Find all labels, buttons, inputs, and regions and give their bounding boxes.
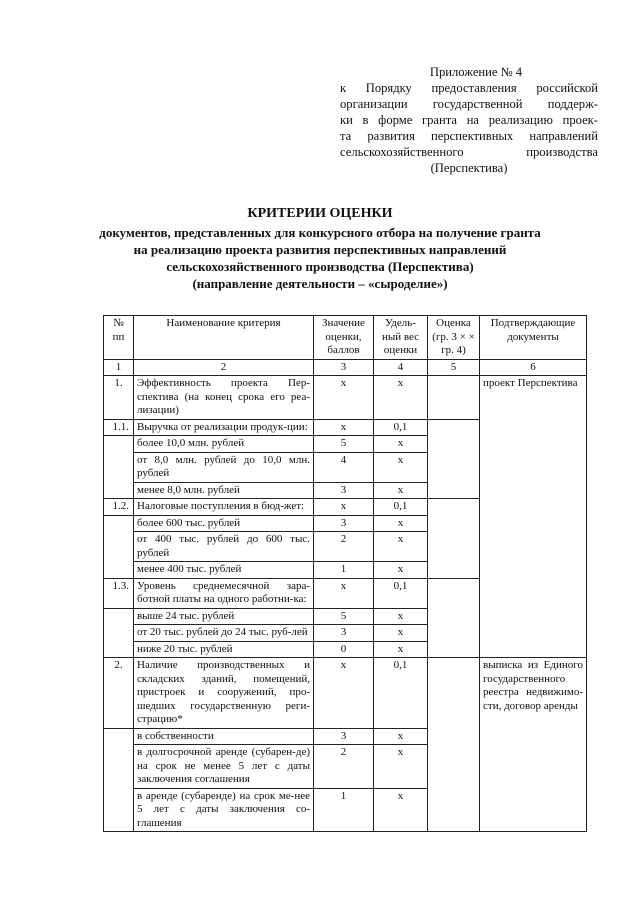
row-number: 1.3. bbox=[104, 578, 134, 608]
criterion-name: более 10,0 млн. рублей bbox=[134, 436, 314, 453]
column-number: 5 bbox=[428, 359, 480, 376]
appendix-block bbox=[340, 64, 598, 176]
evaluation-cell bbox=[428, 419, 480, 499]
criterion-name: от 20 тыс. рублей до 24 тыс. руб-лей bbox=[134, 625, 314, 642]
weight-value: x bbox=[374, 452, 428, 482]
weight-value: x bbox=[374, 641, 428, 658]
weight-value: x bbox=[374, 788, 428, 832]
weight-value: x bbox=[374, 608, 428, 625]
heading-line: сельскохозяйственного производства (Перспектива) bbox=[166, 259, 474, 274]
header-cell: № пп bbox=[104, 316, 134, 360]
row-number: 1. bbox=[104, 376, 134, 420]
score-value: 5 bbox=[314, 608, 374, 625]
column-number-row bbox=[104, 359, 587, 376]
row-number: 1.1. bbox=[104, 419, 134, 436]
weight-value: x bbox=[374, 745, 428, 789]
criterion-name: Эффективность проекта Пер-спектива (на конец срока его реа-лизации) bbox=[134, 376, 314, 420]
criterion-name: Налоговые поступления в бюд-жет: bbox=[134, 499, 314, 516]
score-value: 3 bbox=[314, 482, 374, 499]
score-value: 3 bbox=[314, 728, 374, 745]
supporting-document: выписка из Единого государственного реестра недвижимо-сти, договор аренды bbox=[480, 658, 587, 832]
header-cell: Удель-ный вес оценки bbox=[374, 316, 428, 360]
weight-value: x bbox=[374, 376, 428, 420]
weight-value: x bbox=[374, 562, 428, 579]
criterion-name: в долгосрочной аренде (субарен-де) на срок не менее 5 лет с даты заключения соглашения bbox=[134, 745, 314, 789]
appendix-line: к Порядку предоставления российской bbox=[340, 81, 598, 95]
evaluation-cell bbox=[428, 658, 480, 832]
weight-value: 0,1 bbox=[374, 658, 428, 729]
weight-value: 0,1 bbox=[374, 499, 428, 516]
appendix-title: Приложение № 4 bbox=[429, 65, 523, 79]
heading-line: документов, представленных для конкурсного отбора на получение гранта bbox=[99, 225, 541, 240]
score-value: 1 bbox=[314, 562, 374, 579]
appendix-line: организации государственной поддерж- bbox=[340, 97, 598, 111]
row-number bbox=[104, 515, 134, 578]
weight-value: x bbox=[374, 532, 428, 562]
weight-value: x bbox=[374, 625, 428, 642]
row-number bbox=[104, 728, 134, 832]
criterion-name: менее 8,0 млн. рублей bbox=[134, 482, 314, 499]
evaluation-cell bbox=[428, 578, 480, 658]
heading-line: (направление деятельности – «сыроделие») bbox=[192, 276, 448, 291]
score-value: x bbox=[314, 376, 374, 420]
header-cell: Значение оценки, баллов bbox=[314, 316, 374, 360]
criterion-name: Уровень среднемесячной зара-ботной платы на одного работни-ка: bbox=[134, 578, 314, 608]
document-heading bbox=[0, 205, 640, 292]
score-value: 4 bbox=[314, 452, 374, 482]
criterion-name: от 8,0 млн. рублей до 10,0 млн. рублей bbox=[134, 452, 314, 482]
score-value: 3 bbox=[314, 625, 374, 642]
score-value: x bbox=[314, 658, 374, 729]
weight-value: 0,1 bbox=[374, 419, 428, 436]
column-number: 3 bbox=[314, 359, 374, 376]
row-number: 2. bbox=[104, 658, 134, 729]
score-value: 2 bbox=[314, 745, 374, 789]
table-header-row bbox=[104, 316, 587, 360]
row-number: 1.2. bbox=[104, 499, 134, 516]
criterion-name: ниже 20 тыс. рублей bbox=[134, 641, 314, 658]
criterion-name: в аренде (субаренде) на срок ме-нее 5 лет с даты заключения со-глашения bbox=[134, 788, 314, 832]
criterion-name: выше 24 тыс. рублей bbox=[134, 608, 314, 625]
table-row bbox=[104, 658, 587, 729]
criterion-name: более 600 тыс. рублей bbox=[134, 515, 314, 532]
appendix-text bbox=[340, 80, 598, 176]
evaluation-cell bbox=[428, 376, 480, 420]
column-number: 4 bbox=[374, 359, 428, 376]
criterion-name: менее 400 тыс. рублей bbox=[134, 562, 314, 579]
header-cell: Оценка (гр. 3 × × гр. 4) bbox=[428, 316, 480, 360]
evaluation-cell bbox=[428, 499, 480, 579]
criterion-name: Выручка от реализации продук-ции: bbox=[134, 419, 314, 436]
weight-value: x bbox=[374, 728, 428, 745]
score-value: 0 bbox=[314, 641, 374, 658]
heading-line: на реализацию проекта развития перспективных направлений bbox=[133, 242, 507, 257]
row-number bbox=[104, 436, 134, 499]
criterion-name: в собственности bbox=[134, 728, 314, 745]
supporting-document: проект Перспектива bbox=[480, 376, 587, 658]
criteria-table bbox=[103, 315, 587, 832]
weight-value: 0,1 bbox=[374, 578, 428, 608]
table-row bbox=[104, 376, 587, 420]
header-cell: Наименование критерия bbox=[134, 316, 314, 360]
criterion-name: от 400 тыс. рублей до 600 тыс. рублей bbox=[134, 532, 314, 562]
appendix-line: (Перспектива) bbox=[430, 161, 508, 175]
weight-value: x bbox=[374, 436, 428, 453]
score-value: x bbox=[314, 499, 374, 516]
score-value: 2 bbox=[314, 532, 374, 562]
column-number: 2 bbox=[134, 359, 314, 376]
weight-value: x bbox=[374, 515, 428, 532]
score-value: 3 bbox=[314, 515, 374, 532]
appendix-line: сельскохозяйственного производства bbox=[340, 145, 598, 159]
score-value: x bbox=[314, 419, 374, 436]
score-value: x bbox=[314, 578, 374, 608]
criterion-name: Наличие производственных и складских зданий, помещений, пристроек и сооружений, про-шедших государственную реги-страцию* bbox=[134, 658, 314, 729]
column-number: 1 bbox=[104, 359, 134, 376]
weight-value: x bbox=[374, 482, 428, 499]
column-number: 6 bbox=[480, 359, 587, 376]
score-value: 1 bbox=[314, 788, 374, 832]
appendix-line: та развития перспективных направлений bbox=[340, 129, 598, 143]
row-number bbox=[104, 608, 134, 658]
document-title: КРИТЕРИИ ОЦЕНКИ bbox=[247, 206, 393, 221]
appendix-line: ки в форме гранта на реализацию проек- bbox=[340, 113, 598, 127]
header-cell: Подтверждающие документы bbox=[480, 316, 587, 360]
score-value: 5 bbox=[314, 436, 374, 453]
